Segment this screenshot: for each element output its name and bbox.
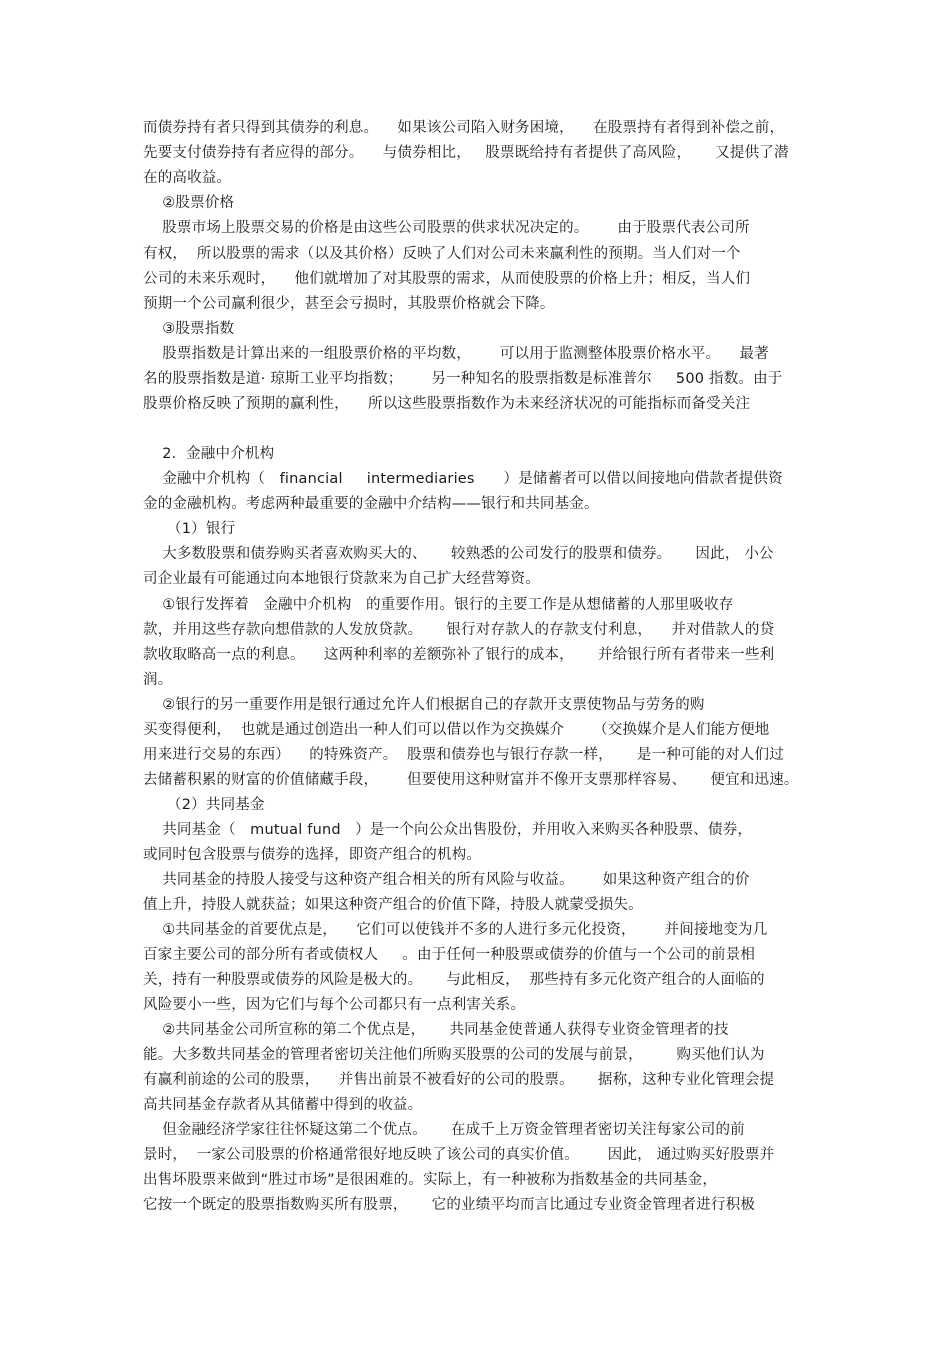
text-line: 值上升，持股人就获益；如果这种资产组合的价值下降，持股人就蒙受损失。 bbox=[143, 897, 643, 913]
text-line: 在的高收益。 bbox=[143, 170, 232, 186]
text-line: 大多数股票和债券购买者喜欢购买大的、 较熟悉的公司发行的股票和债券。 因此， 小公 bbox=[143, 546, 774, 562]
text-line: 股票指数是计算出来的一组股票价格的平均数， 可以用于监测整体股票价格水平。 最著 bbox=[143, 346, 769, 362]
text-line: 但金融经济学家往往怀疑这第二个优点。 在成千上万资金管理者密切关注每家公司的前 bbox=[143, 1122, 745, 1138]
text-line: 预期一个公司赢利很少，甚至会亏损时，其股票价格就会下降。 bbox=[143, 296, 555, 312]
text-line: 共同基金的持股人接受与这种资产组合相关的所有风险与收益。 如果这种资产组合的价 bbox=[143, 872, 750, 888]
text-line: 款，并用这些存款向想借款的人发放贷款。 银行对存款人的存款支付利息， 并对借款人的贷 bbox=[143, 622, 775, 638]
section-heading: （1）银行 bbox=[143, 521, 236, 537]
text-line: 有权， 所以股票的需求（以及其价格）反映了人们对公司未来赢利性的预期。当人们对一个 bbox=[143, 246, 741, 262]
text-line: 出售坏股票来做到“胜过市场”是很困难的。实际上，有一种被称为指数基金的共同基金， bbox=[143, 1172, 718, 1188]
text-line: 有赢利前途的公司的股票， 并售出前景不被看好的公司的股票。 据称，这种专业化管理会提 bbox=[143, 1072, 775, 1088]
text-line: 或同时包含股票与债券的选择，即资产组合的机构。 bbox=[143, 847, 482, 863]
section-heading: （2）共同基金 bbox=[143, 797, 265, 813]
text-line: 共同基金（ mutual fund ）是一个向公众出售股份，并用收入来购买各种股票、债券， bbox=[143, 822, 753, 838]
text-line: 风险要小一些，因为它们与每个公司都只有一点利害关系。 bbox=[143, 997, 526, 1013]
text-line: 股票价格反映了预期的赢利性， 所以这些股票指数作为未来经济状况的可能指标而备受关注 bbox=[143, 396, 751, 412]
text-line: 股票市场上股票交易的价格是由这些公司股票的供求状况决定的。 由于股票代表公司所 bbox=[143, 220, 750, 236]
text-line: 金的金融机构。考虑两种最重要的金融中介结构——银行和共同基金。 bbox=[143, 496, 599, 512]
text-line: 而债券持有者只得到其债券的利息。 如果该公司陷入财务困境， 在股票持有者得到补偿之前， bbox=[143, 120, 785, 136]
text-line: 润。 bbox=[143, 672, 173, 688]
section-heading: ③股票指数 bbox=[143, 321, 235, 337]
text-line: 名的股票指数是道· 琼斯工业平均指数； 另一种知名的股票指数是标准普尔 500 指数。由于 bbox=[143, 371, 783, 387]
text-line: 用来进行交易的东西） 的特殊资产。 股票和债券也与银行存款一样， 是一种可能的对人们过 bbox=[143, 747, 784, 763]
text-line: 金融中介机构（ financial intermediaries ）是储蓄者可以借以间接地向借款者提供资 bbox=[143, 471, 783, 487]
section-heading: 2. 金融中介机构 bbox=[143, 446, 275, 462]
text-line: 它按一个既定的股票指数购买所有股票， 它的业绩平均而言比通过专业资金管理者进行积极 bbox=[143, 1197, 756, 1213]
text-line: ①共同基金的首要优点是， 它们可以使钱并不多的人进行多元化投资， 并间接地变为几 bbox=[143, 922, 768, 938]
text-line: 百家主要公司的部分所有者或债权人 。由于任何一种股票或债券的价值与一个公司的前景相 bbox=[143, 947, 756, 963]
text-line: 景时， 一家公司股票的价格通常很好地反映了该公司的真实价值。 因此， 通过购买好股票并 bbox=[143, 1147, 775, 1163]
text-line: 款收取略高一点的利息。 这两种利率的差额弥补了银行的成本， 并给银行所有者带来一些利 bbox=[143, 647, 775, 663]
section-heading: ②股票价格 bbox=[143, 195, 235, 211]
text-line: 去储蓄积累的财富的价值储藏手段， 但要使用这种财富并不像开支票那样容易、 便宜和迅速。 bbox=[143, 772, 799, 788]
text-line: 关，持有一种股票或债券的风险是极大的。 与此相反， 那些持有多元化资产组合的人面临的 bbox=[143, 972, 765, 988]
text-line: ①银行发挥着 金融中介机构 的重要作用。银行的主要工作是从想储蓄的人那里吸收存 bbox=[143, 597, 734, 613]
text-line: 能。大多数共同基金的管理者密切关注他们所购买股票的公司的发展与前景， 购买他们认为 bbox=[143, 1047, 765, 1063]
text-line: ②共同基金公司所宣称的第二个优点是， 共同基金使普通人获得专业资金管理者的技 bbox=[143, 1022, 729, 1038]
text-line: 先要支付债券持有者应得的部分。 与债券相比， 股票既给持有者提供了高风险， 又提供了潜 bbox=[143, 145, 789, 161]
text-line: ②银行的另一重要作用是银行通过允许人们根据自己的存款开支票使物品与劳务的购 bbox=[143, 697, 705, 713]
text-line: 司企业最有可能通过向本地银行贷款来为自己扩大经营筹资。 bbox=[143, 571, 540, 587]
text-line: 买变得便利， 也就是通过创造出一种人们可以借以作为交换媒介 （交换媒介是人们能方便地 bbox=[143, 722, 770, 738]
text-line: 公司的未来乐观时， 他们就增加了对其股票的需求，从而使股票的价格上升；相反，当人们 bbox=[143, 271, 751, 287]
text-line: 高共同基金存款者从其储蓄中得到的收益。 bbox=[143, 1097, 423, 1113]
